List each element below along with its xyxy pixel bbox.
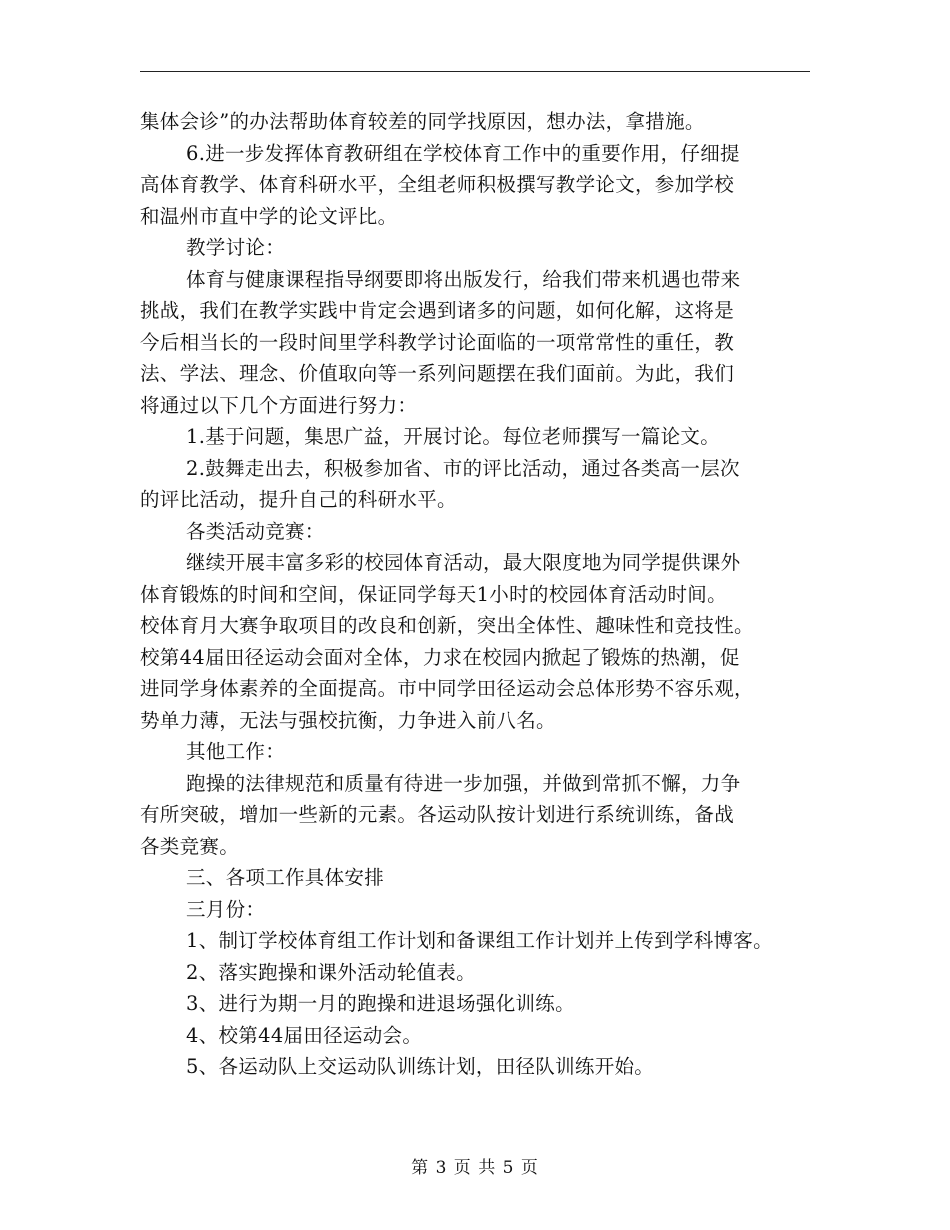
text-line: 各类活动竞赛： (186, 519, 325, 543)
text-line: 今后相当长的一段时间里学科教学讨论面临的一项常常性的重任，教 (140, 330, 735, 354)
text-line: 势单力薄，无法与强校抗衡，力争进入前八名。 (140, 708, 556, 732)
header-rule (140, 71, 810, 72)
text-line: 校第44届田径运动会面对全体，力求在校园内掀起了锻炼的热潮，促 (140, 645, 740, 669)
text-line: 1、制订学校体育组工作计划和备课组工作计划并上传到学科博客。 (186, 929, 773, 952)
text-line: 各类竞赛。 (140, 834, 240, 858)
text-line: 三月份： (186, 897, 266, 921)
text-line: 2、落实跑操和课外活动轮值表。 (186, 960, 476, 984)
text-line: 5、各运动队上交运动队训练计划，田径队训练开始。 (186, 1055, 655, 1078)
text-line: 三、各项工作具体安排 (186, 866, 385, 889)
document-body (140, 106, 810, 1083)
text-line: 校体育月大赛争取项目的改良和创新，突出全体性、趣味性和竞技性。 (140, 614, 754, 637)
text-line: 1.基于问题，集思广益，开展讨论。每位老师撰写一篇论文。 (186, 425, 721, 448)
text-line: 有所突破，增加一些新的元素。各运动队按计划进行系统训练，备战 (140, 803, 735, 826)
text-line: 集体会诊”的办法帮助体育较差的同学找原因，想办法，拿措施。 (140, 110, 705, 133)
text-line: 体育锻炼的时间和空间，保证同学每天1小时的校园体育活动时间。 (140, 582, 727, 606)
page-number: 第 3 页 共 5 页 (411, 1158, 539, 1178)
text-line: 将通过以下几个方面进行努力： (140, 393, 418, 417)
text-line: 其他工作： (186, 740, 286, 763)
text-line: 4、校第44届田径运动会。 (186, 1023, 423, 1047)
text-line: 3、进行为期一月的跑操和进退场强化训练。 (186, 992, 575, 1015)
text-line: 挑战，我们在教学实践中肯定会遇到诸多的问题，如何化解，这将是 (140, 299, 735, 322)
text-line: 法、学法、理念、价值取向等一系列问题摆在我们面前。为此，我们 (140, 362, 735, 385)
text-line: 体育与健康课程指导纲要即将出版发行，给我们带来机遇也带来 (186, 267, 741, 291)
text-line: 6.进一步发挥体育教研组在学校体育工作中的重要作用，仔细提 (186, 141, 740, 165)
text-line: 高体育教学、体育科研水平，全组老师积极撰写教学论文，参加学校 (140, 173, 735, 196)
text-line: 继续开展丰富多彩的校园体育活动，最大限度地为同学提供课外 (186, 551, 741, 574)
text-line: 教学讨论： (186, 236, 286, 259)
text-line: 的评比活动，提升自己的科研水平。 (140, 488, 457, 511)
text-line: 进同学身体素养的全面提高。市中同学田径运动会总体形势不容乐观， (140, 677, 754, 700)
text-line: 跑操的法律规范和质量有待进一步加强，并做到常抓不懈，力争 (186, 771, 741, 795)
text-line: 2.鼓舞走出去，积极参加省、市的评比活动，通过各类高一层次 (186, 456, 740, 480)
text-line: 和温州市直中学的论文评比。 (140, 204, 398, 228)
